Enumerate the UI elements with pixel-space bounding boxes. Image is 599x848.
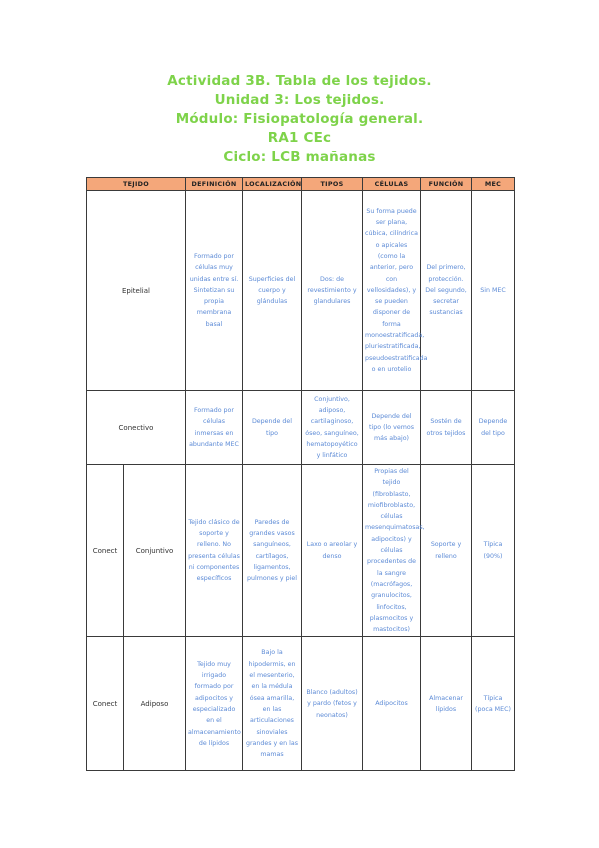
table-header-row: [87, 178, 515, 191]
title-ra: RA1 CEc: [267, 130, 332, 146]
header-funcion: FUNCIÓN: [421, 178, 472, 191]
cell-tipos: Conjuntivo, adiposo, cartilaginoso, óseo, sanguíneo, hematopoyético y linfático: [302, 391, 363, 465]
table-row: [87, 391, 515, 465]
tissues-table: [86, 177, 515, 771]
cell-funcion: Almacenar lípidos: [421, 637, 472, 771]
header-localizacion: LOCALIZACIÓN: [243, 178, 302, 191]
table-row: [87, 191, 515, 391]
cell-celulas: Adipocitos: [363, 637, 421, 771]
cell-mec: Depende del tipo: [472, 391, 515, 465]
cell-funcion: Sostén de otros tejidos: [421, 391, 472, 465]
tissue-name: Adiposo: [124, 637, 186, 771]
header-definicion: DEFINICIÓN: [186, 178, 243, 191]
cell-localizacion: Bajo la hipodermis, en el mesenterio, en la médula ósea amarilla, en las articulaciones sinoviales grandes y en las mamas: [243, 637, 302, 771]
cell-localizacion: Superficies del cuerpo y glándulas: [243, 191, 302, 391]
cell-funcion: Del primero, protección. Del segundo, secretar sustancias: [421, 191, 472, 391]
cell-definicion: Tejido muy irrigado formado por adipocitos y especializado en el almacenamiento de lípidos: [186, 637, 243, 771]
tissue-group: Conect: [87, 637, 124, 771]
cell-definicion: Formado por células inmersas en abundante MEC: [186, 391, 243, 465]
cell-tipos: Laxo o areolar y denso: [302, 465, 363, 637]
cell-definicion: Tejido clásico de soporte y relleno. No presenta células ni componentes específicos: [186, 465, 243, 637]
cell-funcion: Soporte y relleno: [421, 465, 472, 637]
cell-celulas: Su forma puede ser plana, cúbica, cilíndrica o apicales (como la anterior, pero con vellosidades), y se pueden disponer de forma monoestratificada, pluriestratificada, pseudoestratificada o en urotelio: [363, 191, 421, 391]
title-block: [0, 72, 599, 167]
title-activity: Actividad 3B. Tabla de los tejidos.: [167, 73, 432, 89]
cell-localizacion: Depende del tipo: [243, 391, 302, 465]
title-module: Módulo: Fisiopatología general.: [175, 111, 424, 127]
tissue-name: Conectivo: [87, 391, 186, 465]
cell-definicion: Formado por células muy unidas entre sí. Sintetizan su propia membrana basal: [186, 191, 243, 391]
tissue-group: Conect: [87, 465, 124, 637]
header-tipos: TIPOS: [302, 178, 363, 191]
header-celulas: CÉLULAS: [363, 178, 421, 191]
header-tejido: TEJIDO: [87, 178, 186, 191]
cell-mec: Típica (poca MEC): [472, 637, 515, 771]
cell-celulas: Propias del tejido (fibroblasto, miofibroblasto, células mesenquimatosas, adipocitos) y células procedentes de la sangre (macrófagos, granulocitos, linfocitos, plasmocitos y mastocitos): [363, 465, 421, 637]
cell-localizacion: Paredes de grandes vasos sanguíneos, cartílagos, ligamentos, pulmones y piel: [243, 465, 302, 637]
title-unit: Unidad 3: Los tejidos.: [214, 92, 385, 108]
cell-tipos: Blanco (adultos) y pardo (fetos y neonatos): [302, 637, 363, 771]
tissue-name: Conjuntivo: [124, 465, 186, 637]
cell-mec: Típica (90%): [472, 465, 515, 637]
table-row: [87, 637, 515, 771]
tissue-name: Epitelial: [87, 191, 186, 391]
header-mec: MEC: [472, 178, 515, 191]
title-cycle: Ciclo: LCB mañanas: [223, 149, 376, 165]
cell-tipos: Dos: de revestimiento y glandulares: [302, 191, 363, 391]
table-row: [87, 465, 515, 637]
cell-celulas: Depende del tipo (lo vemos más abajo): [363, 391, 421, 465]
cell-mec: Sin MEC: [472, 191, 515, 391]
